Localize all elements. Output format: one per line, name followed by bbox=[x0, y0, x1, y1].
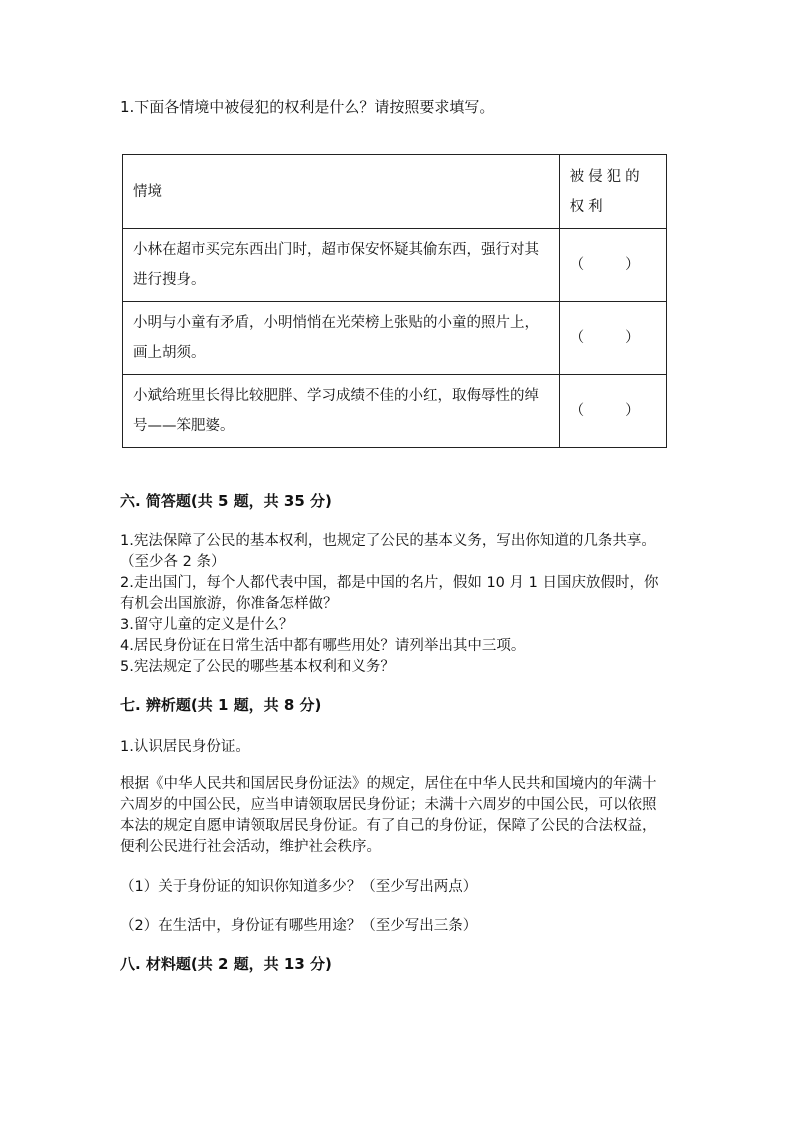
scene-cell: 小林在超市买完东西出门时，超市保安怀疑其偷东西，强行对其进行搜身。 bbox=[123, 229, 560, 302]
section-7-title: 七. 辨析题(共 1 题，共 8 分) bbox=[120, 696, 322, 714]
scene-cell: 小斌给班里长得比较肥胖、学习成绩不佳的小红，取侮辱性的绰号——笨肥婆。 bbox=[123, 375, 560, 448]
section-8-title: 八. 材料题(共 2 题，共 13 分) bbox=[120, 955, 332, 973]
sub-question-1: （1）关于身份证的知识你知道多少？（至少写出两点） bbox=[120, 879, 478, 895]
question-item: 5.宪法规定了公民的哪些基本权利和义务？ bbox=[120, 659, 395, 675]
scene-cell: 小明与小童有矛盾，小明悄悄在光荣榜上张贴的小童的照片上，画上胡须。 bbox=[123, 302, 560, 375]
header-right: 被侵犯的权利 bbox=[559, 155, 666, 229]
table-row bbox=[123, 375, 667, 448]
question-item: 3.留守儿童的定义是什么？ bbox=[120, 617, 294, 633]
question-1-prompt: 1.下面各情境中被侵犯的权利是什么？请按照要求填写。 bbox=[120, 98, 495, 116]
table-row bbox=[123, 302, 667, 375]
id-law-passage: 根据《中华人民共和国居民身份证法》的规定，居住在中华人民共和国境内的年满十六周岁的中国公民，应当申请领取居民身份证；未满十六周岁的中国公民，可以依照本法的规定自愿申请领取居民身份证。有了自己的身份证，保障了公民的合法权益，便利公民进行社会活动，维护社会秩序。 bbox=[120, 776, 657, 855]
table-header-row bbox=[123, 155, 667, 229]
section-6-title: 六. 简答题(共 5 题，共 35 分) bbox=[120, 492, 332, 510]
table-row bbox=[123, 229, 667, 302]
answer-blank[interactable]: （ ） bbox=[559, 375, 666, 448]
answer-blank[interactable]: （ ） bbox=[559, 302, 666, 375]
question-item: 4.居民身份证在日常生活中都有哪些用处？请列举出其中三项。 bbox=[120, 638, 526, 654]
question-item: 1.宪法保障了公民的基本权利，也规定了公民的基本义务，写出你知道的几条共享。（至少各 2 条） bbox=[120, 533, 656, 570]
section-6-questions bbox=[120, 531, 668, 678]
header-scene: 情境 bbox=[123, 155, 560, 229]
sub-question-2: （2）在生活中，身份证有哪些用途？（至少写出三条） bbox=[120, 918, 478, 934]
section-7-question: 1.认识居民身份证。 bbox=[120, 739, 250, 755]
rights-table bbox=[122, 154, 667, 448]
answer-blank[interactable]: （ ） bbox=[559, 229, 666, 302]
question-item: 2.走出国门，每个人都代表中国，都是中国的名片，假如 10 月 1 日国庆放假时，你有机会出国旅游，你准备怎样做？ bbox=[120, 575, 659, 612]
